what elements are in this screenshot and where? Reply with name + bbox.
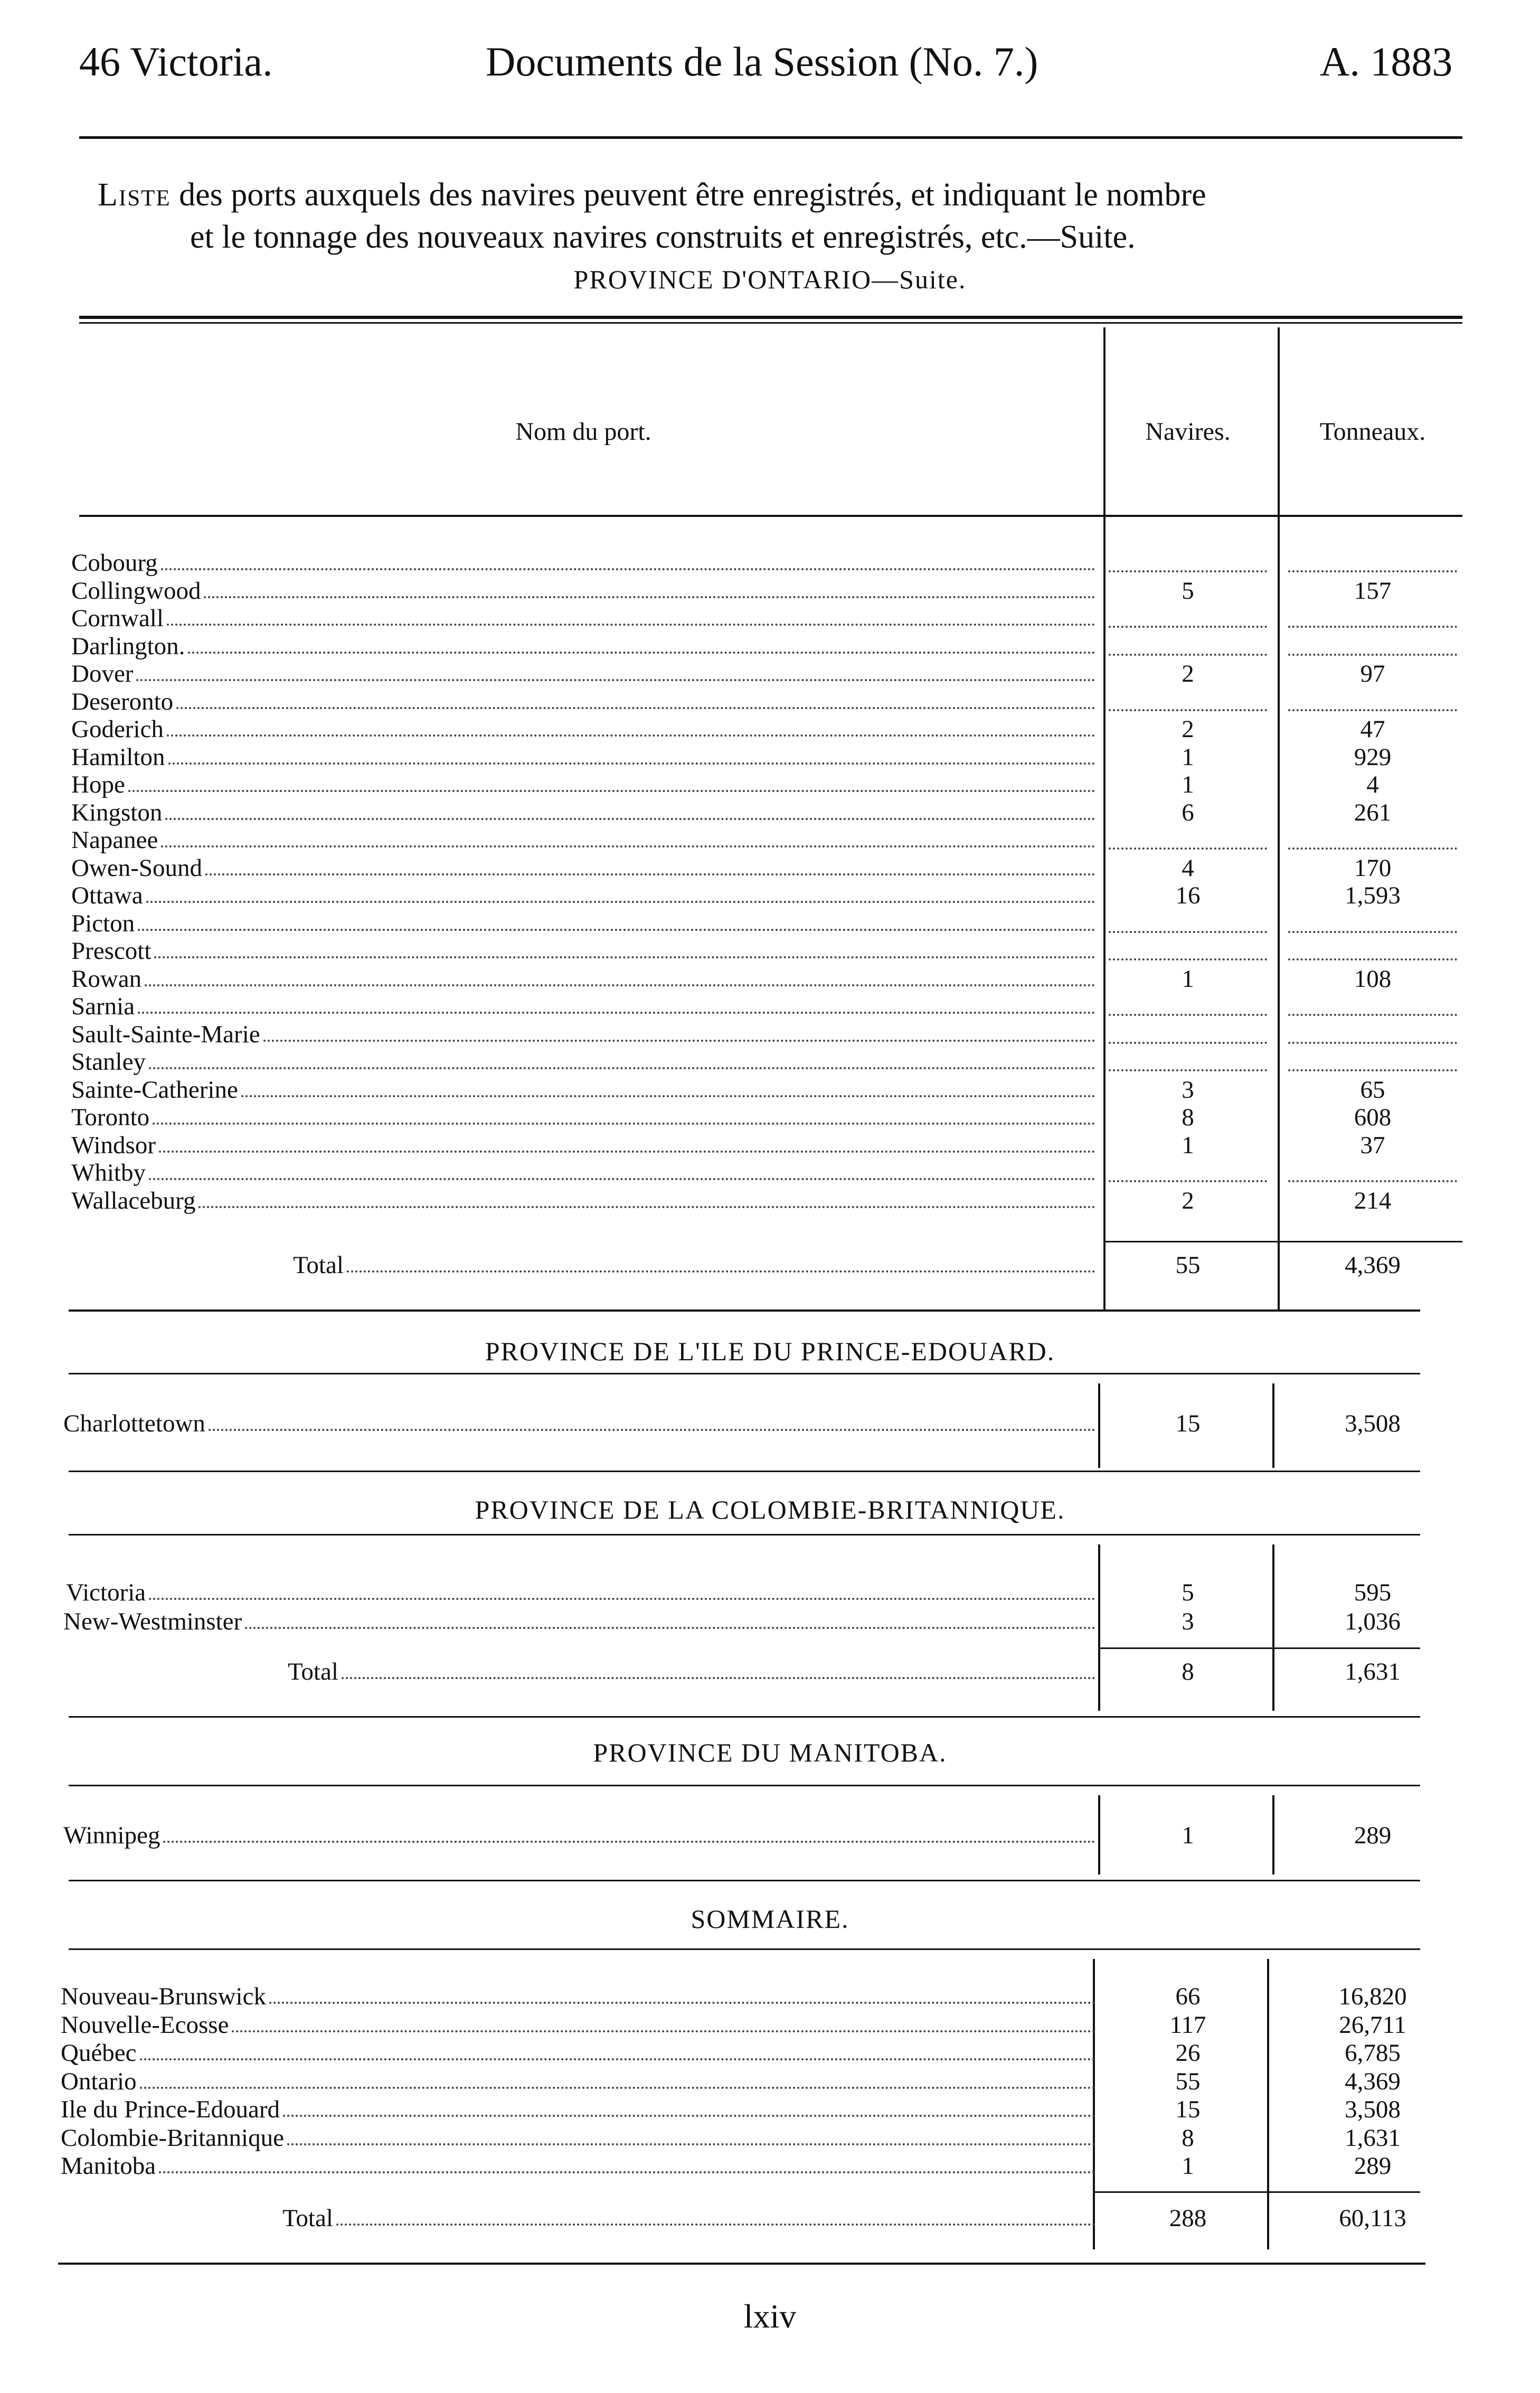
port-name: [71, 1104, 1095, 1131]
leader-dots: [140, 2087, 1095, 2089]
table-row: [0, 799, 1540, 826]
port-name-label: Hope: [71, 771, 125, 798]
table-row: [0, 633, 1540, 660]
port-name: [71, 715, 1095, 743]
table-row: [0, 1159, 1540, 1186]
subtotal-rule: [1093, 2191, 1420, 2193]
ships-cell: 55: [1175, 1251, 1201, 1279]
ships-cell: 4: [1182, 854, 1194, 882]
ships-cell: 6: [1182, 798, 1194, 826]
section-rule: [69, 1373, 1420, 1374]
port-name-label: Picton: [71, 909, 135, 937]
port-name-label: Collingwood: [71, 577, 201, 605]
port-name: [63, 1822, 1095, 1849]
table-row: [0, 1104, 1540, 1131]
port-name: [61, 2152, 1095, 2180]
port-name: [66, 1579, 1095, 1606]
port-name-label: Nouvelle-Ecosse: [61, 2011, 229, 2039]
tons-cell: [1288, 993, 1457, 1016]
port-name: [71, 771, 1095, 798]
port-name-label: Owen-Sound: [71, 854, 203, 882]
port-name: [71, 910, 1095, 937]
port-name: [71, 1159, 1095, 1186]
table-row: [0, 2152, 1540, 2180]
tons-cell: 929: [1354, 743, 1392, 771]
table-row: [0, 1410, 1540, 1437]
total-row: [0, 1251, 1540, 1279]
ships-cell: [1109, 549, 1267, 572]
port-name: [71, 854, 1095, 882]
port-name: [71, 660, 1095, 687]
tons-cell: 1,631: [1345, 2124, 1401, 2152]
port-name-label: Deseronto: [71, 687, 174, 715]
port-name: [282, 2204, 1095, 2232]
ships-cell: 26: [1175, 2039, 1201, 2067]
port-name: [61, 2039, 1095, 2067]
port-name-label: Windsor: [71, 1131, 156, 1159]
leader-dots: [138, 1012, 1095, 1014]
leader-dots: [140, 2058, 1095, 2060]
table-row: [0, 1187, 1540, 1214]
table-row: [0, 1048, 1540, 1076]
tons-cell: 170: [1354, 854, 1392, 882]
tons-cell: [1288, 688, 1457, 711]
leader-dots: [145, 984, 1095, 986]
ships-cell: 15: [1175, 1410, 1201, 1437]
table-row: [0, 965, 1540, 993]
ships-cell: 288: [1169, 2204, 1207, 2232]
leader-dots: [241, 1095, 1095, 1097]
port-name-label: Rowan: [71, 965, 142, 993]
tons-cell: 214: [1354, 1186, 1392, 1214]
tons-cell: 4,369: [1345, 1251, 1401, 1279]
table-row: [0, 577, 1540, 605]
port-name-label: Ottawa: [71, 882, 143, 909]
tons-cell: 47: [1360, 715, 1385, 743]
tons-cell: 3,508: [1345, 1410, 1401, 1437]
tons-cell: 261: [1354, 798, 1392, 826]
port-name: [61, 2096, 1095, 2123]
ships-cell: 16: [1175, 882, 1201, 909]
ships-cell: 1: [1182, 1131, 1194, 1159]
section-rule: [69, 1716, 1420, 1718]
leader-dots: [167, 624, 1095, 626]
tons-cell: 1,631: [1345, 1658, 1401, 1685]
header-left: 46 Victoria.: [79, 39, 273, 84]
table-row: [0, 1021, 1540, 1048]
ships-cell: [1109, 633, 1267, 656]
port-name: [63, 1608, 1095, 1635]
tons-cell: 608: [1354, 1104, 1392, 1131]
port-name-label: Ontario: [61, 2067, 137, 2095]
port-name: [71, 688, 1095, 715]
tons-cell: 26,711: [1339, 2011, 1406, 2039]
port-name: [61, 2068, 1095, 2095]
tons-cell: [1288, 1048, 1457, 1071]
leader-dots: [159, 1151, 1095, 1153]
port-name: [71, 1187, 1095, 1214]
leader-dots: [347, 1270, 1095, 1273]
port-name: [71, 937, 1095, 965]
section-rule: [69, 1471, 1420, 1472]
ships-cell: 5: [1182, 1579, 1194, 1606]
intro-title: [98, 174, 1470, 215]
table-row: [0, 2039, 1540, 2067]
port-name-label: Dover: [71, 660, 134, 687]
total-row: [0, 1658, 1540, 1685]
port-name: [71, 743, 1095, 771]
header-right: A. 1883: [1320, 39, 1453, 84]
tons-cell: 289: [1354, 1822, 1392, 1849]
port-name: [71, 1048, 1095, 1076]
table-row: [0, 993, 1540, 1020]
ships-cell: 1: [1182, 771, 1194, 798]
total-row: [0, 2204, 1540, 2232]
tons-cell: 157: [1354, 577, 1392, 605]
ships-cell: [1109, 910, 1267, 933]
port-name: [71, 993, 1095, 1020]
leader-dots: [146, 901, 1095, 903]
port-name: [71, 577, 1095, 605]
port-name-label: Manitoba: [61, 2152, 156, 2180]
port-name: [71, 1132, 1095, 1159]
ships-cell: 2: [1182, 715, 1194, 743]
ships-cell: 3: [1182, 1076, 1194, 1104]
port-name-label: Napanee: [71, 826, 158, 854]
port-name: [61, 2011, 1095, 2039]
port-name: [71, 605, 1095, 632]
leader-dots: [342, 1677, 1095, 1679]
table-top-rule-thin: [79, 322, 1462, 324]
port-name: [71, 965, 1095, 993]
tons-cell: 60,113: [1339, 2204, 1406, 2232]
port-name: [71, 549, 1095, 577]
table-row: [0, 605, 1540, 632]
column-header-name: Nom du port.: [515, 418, 651, 446]
port-name-label: Darlington.: [71, 632, 185, 660]
port-name: [288, 1658, 1095, 1685]
leader-dots: [149, 1178, 1095, 1180]
tons-cell: 1,593: [1345, 882, 1401, 909]
tons-cell: [1288, 910, 1457, 933]
bc-heading: PROVINCE DE LA COLOMBIE-BRITANNIQUE.: [475, 1495, 1065, 1524]
port-name-label: Total: [293, 1251, 344, 1279]
port-name: [293, 1251, 1095, 1279]
port-name-label: Cobourg: [71, 549, 158, 577]
ships-cell: [1109, 688, 1267, 711]
leader-dots: [336, 2224, 1095, 2226]
leader-dots: [159, 2171, 1095, 2173]
leader-dots: [128, 790, 1095, 792]
tons-cell: [1288, 826, 1457, 850]
port-name-label: Sainte-Catherine: [71, 1076, 238, 1104]
ships-cell: [1109, 993, 1267, 1016]
tons-cell: [1288, 1021, 1457, 1044]
port-name-label: Ile du Prince-Edouard: [61, 2096, 280, 2123]
table-row: [0, 660, 1540, 687]
tons-cell: 16,820: [1338, 1983, 1407, 2010]
tons-cell: 1,036: [1345, 1608, 1401, 1635]
ships-cell: [1109, 1048, 1267, 1071]
tons-cell: [1288, 937, 1457, 960]
port-name-label: Winnipeg: [63, 1822, 160, 1849]
intro-line1: des ports auxquels des navires peuvent être enregistrés, et indiquant le nombre: [179, 177, 1206, 213]
table-row: [0, 743, 1540, 771]
leader-dots: [245, 1627, 1095, 1629]
tons-cell: 289: [1354, 2152, 1392, 2180]
port-name-label: Whitby: [71, 1159, 146, 1186]
ships-cell: 8: [1182, 1658, 1194, 1685]
tons-cell: [1288, 549, 1457, 572]
column-header-rule: [79, 515, 1462, 517]
port-name-label: New-Westminster: [63, 1608, 242, 1635]
summary-heading: SOMMAIRE.: [691, 1904, 849, 1934]
port-name: [63, 1410, 1095, 1437]
port-name-label: Nouveau-Brunswick: [61, 1983, 266, 2010]
ships-cell: 66: [1175, 1983, 1201, 2010]
port-name: [71, 826, 1095, 854]
ships-cell: 1: [1182, 2152, 1194, 2180]
ships-cell: 1: [1182, 1822, 1194, 1849]
leader-dots: [161, 568, 1095, 570]
ships-cell: 8: [1182, 1104, 1194, 1131]
tons-cell: [1288, 633, 1457, 656]
port-name: [71, 799, 1095, 826]
section-rule: [69, 1785, 1420, 1786]
ships-cell: 8: [1182, 2124, 1194, 2152]
leader-dots: [165, 818, 1095, 820]
port-name-label: Prescott: [71, 937, 152, 965]
subtotal-rule: [1098, 1647, 1420, 1649]
ships-cell: 55: [1175, 2067, 1201, 2095]
header-center: Documents de la Session (No. 7.): [486, 39, 1038, 84]
ships-cell: 5: [1182, 577, 1194, 605]
section-rule: [69, 1948, 1420, 1950]
header-rule: [79, 136, 1462, 139]
ships-cell: 1: [1182, 965, 1194, 993]
leader-dots: [154, 956, 1095, 958]
port-name-label: Hamilton: [71, 743, 165, 771]
section-rule: [69, 1534, 1420, 1535]
port-name-label: Toronto: [71, 1104, 150, 1131]
tons-cell: 4,369: [1345, 2067, 1401, 2095]
leader-dots: [168, 762, 1095, 765]
leader-dots: [269, 2002, 1095, 2004]
tons-cell: 108: [1354, 965, 1392, 993]
table-row: [0, 2011, 1540, 2039]
leader-dots: [149, 1598, 1095, 1600]
table-top-rule: [79, 316, 1462, 319]
section-rule: [69, 1309, 1420, 1312]
port-name-label: Total: [282, 2204, 333, 2232]
port-name-label: Stanley: [71, 1048, 146, 1076]
ships-cell: 2: [1182, 1186, 1194, 1214]
tons-cell: 595: [1354, 1579, 1392, 1606]
leader-dots: [167, 734, 1095, 737]
port-name-label: Charlottetown: [63, 1410, 205, 1437]
port-name-label: Colombie-Britannique: [61, 2124, 284, 2152]
port-name: [71, 1076, 1095, 1104]
table-row: [0, 1076, 1540, 1104]
intro-line2: et le tonnage des nouveaux navires construits et enregistrés, etc.—Suite.: [190, 219, 1136, 255]
table-row: [0, 549, 1540, 577]
leader-dots: [176, 707, 1095, 709]
tons-cell: [1288, 1159, 1457, 1182]
port-name-label: Québec: [61, 2039, 137, 2067]
tons-cell: 97: [1360, 660, 1385, 687]
ontario-heading: PROVINCE D'ONTARIO—Suite.: [573, 265, 967, 294]
intro-lead: Liste: [98, 177, 171, 213]
port-name-label: Cornwall: [71, 605, 164, 632]
table-row: [0, 826, 1540, 854]
ships-cell: 117: [1169, 2011, 1206, 2039]
ships-cell: [1109, 937, 1267, 960]
column-header-tons: Tonneaux.: [1319, 418, 1426, 446]
port-name: [61, 2124, 1095, 2152]
ships-cell: [1109, 1021, 1267, 1044]
leader-dots: [287, 2143, 1095, 2145]
leader-dots: [188, 652, 1095, 654]
leader-dots: [209, 1429, 1095, 1431]
ships-cell: 1: [1182, 743, 1194, 771]
leader-dots: [263, 1040, 1095, 1042]
port-name-label: Victoria: [66, 1579, 146, 1606]
table-row: [0, 937, 1540, 965]
leader-dots: [136, 679, 1095, 681]
table-row: [0, 854, 1540, 882]
ships-cell: [1109, 1159, 1267, 1182]
leader-dots: [161, 845, 1095, 847]
ships-cell: 15: [1175, 2096, 1201, 2123]
section-rule: [58, 2263, 1425, 2265]
ships-cell: 3: [1182, 1608, 1194, 1635]
port-name: [71, 1021, 1095, 1048]
leader-dots: [199, 1206, 1095, 1208]
ships-cell: [1109, 605, 1267, 628]
tons-cell: [1288, 605, 1457, 628]
pei-heading: PROVINCE DE L'ILE DU PRINCE-EDOUARD.: [485, 1336, 1055, 1366]
port-name-label: Goderich: [71, 715, 164, 743]
port-name: [61, 1983, 1095, 2010]
port-name: [71, 882, 1095, 909]
leader-dots: [138, 929, 1095, 931]
table-row: [0, 910, 1540, 937]
page-number: lxiv: [743, 2297, 797, 2335]
table-row: [0, 2124, 1540, 2152]
table-row: [0, 882, 1540, 909]
table-row: [0, 2096, 1540, 2123]
tons-cell: 65: [1360, 1076, 1385, 1104]
ships-cell: 2: [1182, 660, 1194, 687]
tons-cell: 6,785: [1345, 2039, 1401, 2067]
leader-dots: [283, 2115, 1095, 2117]
table-row: [0, 1132, 1540, 1159]
leader-dots: [163, 1841, 1095, 1843]
table-row: [0, 1608, 1540, 1635]
tons-cell: 4: [1366, 771, 1379, 798]
leader-dots: [232, 2030, 1095, 2032]
table-row: [0, 1579, 1540, 1606]
port-name-label: Wallaceburg: [71, 1186, 196, 1214]
leader-dots: [149, 1067, 1095, 1069]
table-row: [0, 771, 1540, 798]
manitoba-heading: PROVINCE DU MANITOBA.: [593, 1738, 947, 1767]
tons-cell: 37: [1360, 1131, 1385, 1159]
subtotal-rule: [1106, 1241, 1462, 1242]
table-row: [0, 715, 1540, 743]
table-row: [0, 688, 1540, 715]
table-row: [0, 1822, 1540, 1849]
column-header-ships: Navires.: [1145, 418, 1231, 446]
leader-dots: [204, 596, 1095, 598]
section-rule: [69, 1880, 1420, 1881]
table-row: [0, 2068, 1540, 2095]
leader-dots: [205, 873, 1095, 875]
tons-cell: 3,508: [1345, 2096, 1401, 2123]
port-name-label: Total: [288, 1658, 338, 1685]
port-name-label: Kingston: [71, 798, 163, 826]
port-name-label: Sault-Sainte-Marie: [71, 1020, 260, 1048]
port-name-label: Sarnia: [71, 993, 135, 1020]
ships-cell: [1109, 826, 1267, 850]
leader-dots: [153, 1123, 1095, 1125]
table-row: [0, 1983, 1540, 2010]
port-name: [71, 633, 1095, 660]
